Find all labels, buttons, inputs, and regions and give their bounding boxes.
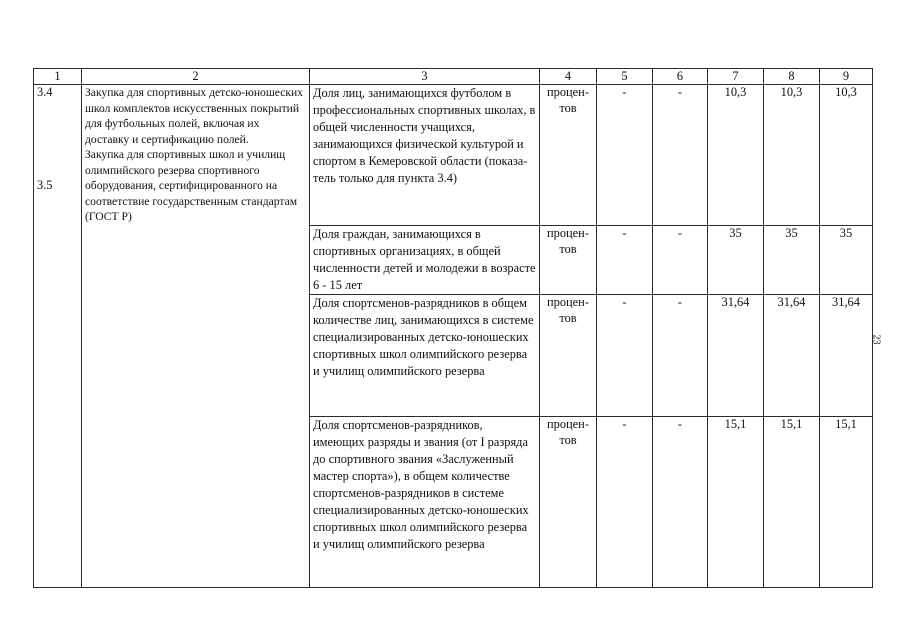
program-indicators-table (33, 68, 873, 588)
value-cell: 35 (764, 226, 820, 295)
column-header: 4 (540, 69, 597, 85)
value-cell: - (597, 226, 653, 295)
value-cell: 15,1 (764, 417, 820, 588)
value-cell: - (653, 417, 708, 588)
unit-cell: процен-тов (540, 417, 597, 588)
value-cell: - (653, 295, 708, 417)
indicator-cell: Доля лиц, занимающихся футболом в профессиональных спортивных школах, в общей численности учащихся, занимающихся физической культурой и спортом в Кемеровской области (показа-тель только для пункта 3.4) (310, 85, 540, 226)
table-row (34, 85, 873, 226)
row-number: 3.4 (37, 85, 53, 99)
column-header: 6 (653, 69, 708, 85)
activity-cell (82, 85, 310, 588)
value-cell: 35 (708, 226, 764, 295)
value-cell: - (597, 85, 653, 226)
column-header: 5 (597, 69, 653, 85)
value-cell: 10,3 (764, 85, 820, 226)
value-cell: 15,1 (708, 417, 764, 588)
unit-cell: процен-тов (540, 295, 597, 417)
value-cell: 31,64 (820, 295, 873, 417)
value-cell: - (653, 85, 708, 226)
activity-text: Закупка для спортивных детско-юношеских школ комплектов искусственных покрытий для футбольных полей, включая их доставку и сертификацию полей. (85, 86, 303, 146)
indicator-cell: Доля граждан, занимающихся в спортивных организациях, в общей численности детей и молодежи в возрасте 6 - 15 лет (310, 226, 540, 295)
column-header: 2 (82, 69, 310, 85)
column-number-row (34, 69, 873, 85)
column-header: 1 (34, 69, 82, 85)
row-number-cell (34, 85, 82, 588)
row-number: 3.5 (37, 177, 53, 192)
value-cell: - (597, 295, 653, 417)
page-number: 23 (870, 334, 882, 345)
column-header: 7 (708, 69, 764, 85)
value-cell: 35 (820, 226, 873, 295)
value-cell: 10,3 (708, 85, 764, 226)
value-cell: - (597, 417, 653, 588)
value-cell: 31,64 (708, 295, 764, 417)
column-header: 9 (820, 69, 873, 85)
indicator-cell: Доля спортсменов-разрядников в общем количестве лиц, занимающихся в системе специализированных детско-юношеских спортивных школ олимпийского резерва и училищ олимпийского резерва (310, 295, 540, 417)
value-cell: 10,3 (820, 85, 873, 226)
indicator-cell: Доля спортсменов-разрядников, имеющих разряды и звания (от I разряда до спортивного звания «Заслуженный мастер спорта»), в общем количестве спортсменов-разрядников в системе специализированных детско-юношеских спортивных школ олимпийского резерва и училищ олимпийского резерва (310, 417, 540, 588)
unit-cell: процен-тов (540, 226, 597, 295)
activity-text: Закупка для спортивных школ и училищ олимпийского резерва спортивного оборудования, сертифицированного на соответствие государственным стандартам (ГОСТ Р) (85, 148, 298, 223)
unit-cell: процен-тов (540, 85, 597, 226)
value-cell: - (653, 226, 708, 295)
column-header: 3 (310, 69, 540, 85)
value-cell: 15,1 (820, 417, 873, 588)
column-header: 8 (764, 69, 820, 85)
value-cell: 31,64 (764, 295, 820, 417)
